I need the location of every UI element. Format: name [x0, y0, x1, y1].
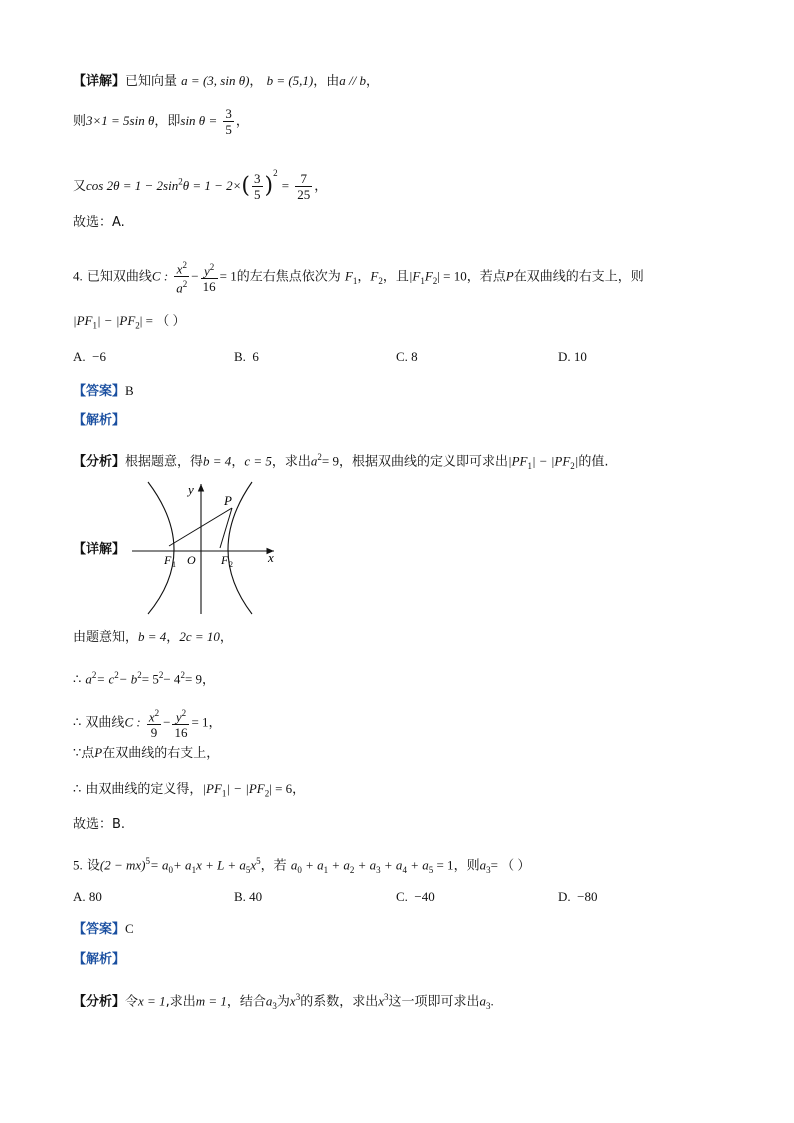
q4-detail-4: ∵点P在双曲线的右支上， [73, 745, 220, 761]
q5-option-c: C. −40 [396, 889, 435, 904]
label-f1: F [164, 553, 172, 567]
q4-analysis-head: 【解析】 [73, 413, 126, 428]
q4-option-a: A. −6 [73, 349, 106, 364]
q4-stem: 4. 已知双曲线C : $\frac{x^2}{a^2}$ − $\frac{y^2}{16}$ = 1的左右焦点依次为 $F_1$，$F_2$，且$|F_1F_2| = 10$，若点P在双曲线的右支上，则 [73, 260, 644, 296]
q3-step1: 则3×1 = 5sin θ，即sin θ = $\frac{3}{5}$ ， [73, 106, 249, 137]
q4-detail-2: ∴ $a^2= c^2- b^2= 5^2- 4^2= 9$， [73, 670, 216, 688]
vector-b: b = (5,1) [266, 73, 314, 88]
q5-option-a: A. 80 [73, 889, 102, 904]
fraction: $\frac{x^2}{9}$ [148, 708, 160, 741]
detail-label: 【详解】 [73, 74, 126, 89]
q4-question: $|PF_1| - |PF_2|$ = （ ） [73, 313, 186, 331]
q4-detail-3: ∴ 双曲线C : $\frac{x^2}{9}$ − $\frac{y^2}{16}$ = 1， [73, 708, 222, 741]
q4-detail-5: ∴ 由双曲线的定义得，$|PF_1| - |PF_2| = 6$， [73, 781, 306, 799]
fraction: $\frac{3}{5}$ [254, 171, 261, 202]
svg-text:2: 2 [229, 560, 233, 569]
q5-answer: 【答案】C [73, 921, 134, 937]
q5-option-b: B. 40 [234, 889, 263, 904]
q4-option-c: C. 8 [396, 349, 418, 364]
q5-analysis-head: 【解析】 [73, 952, 126, 967]
q4-detail-label: 【详解】 [73, 542, 126, 557]
fraction: $\frac{y^2}{16}$ [174, 708, 188, 741]
q4-choose: 故选：B. [73, 817, 126, 832]
label-p: P [224, 493, 232, 508]
q4-answer: 【答案】B [73, 383, 134, 399]
label-o: O [187, 553, 196, 567]
label-y: y [188, 482, 194, 497]
svg-text:1: 1 [172, 560, 176, 569]
vector-a: a = (3, sin θ) [181, 73, 250, 88]
q3-detail-line: 【详解】已知向量 a = (3, sin θ)， b = (5,1)，由a // b， [73, 73, 380, 89]
q5-analysis: 【分析】令x = 1,求出m = 1，结合$a_3$为$x^3$的系数，求出$x^3$这一项即可求出$a_3$. [73, 992, 494, 1011]
fraction: $\frac{3}{5}$ [225, 106, 232, 137]
q4-option-b: B. 6 [234, 349, 259, 364]
fraction: $\frac{x^2}{a^2}$ [176, 260, 188, 296]
hyperbola-figure [128, 478, 288, 618]
label-x: x [268, 550, 274, 565]
q5-option-d: D. −80 [558, 889, 598, 904]
label-f2: F [221, 553, 229, 567]
q5-stem: 5. 设$(2 - mx)^5= a_0+ a_1x + L + a_5x^5$，若 $a_0 + a_1 + a_2 + a_3 + a_4 + a_5 = 1$，则$a_3=$ （ ） [73, 856, 531, 875]
q3-step2: 又$\cos 2\theta = 1 - 2\sin^2\theta = 1 - 2\times$( $\frac{3}{5}$ )$^2$ = $\frac{7}{25}$ ， [73, 168, 328, 202]
q3-choose: 故选：A. [73, 215, 125, 230]
q4-detail-1: 由题意知，b = 4，2c = 10， [73, 629, 233, 645]
left-branch [148, 482, 174, 614]
q4-option-d: D. 10 [558, 349, 587, 364]
fraction: $\frac{y^2}{16}$ [202, 261, 216, 294]
fraction: $\frac{7}{25}$ [297, 171, 311, 202]
q4-analysis: 【分析】根据题意，得b = 4，c = 5，求出$a^2= 9$，根据双曲线的定义即可求出$|PF_1| - |PF_2|$的值. [73, 452, 609, 471]
